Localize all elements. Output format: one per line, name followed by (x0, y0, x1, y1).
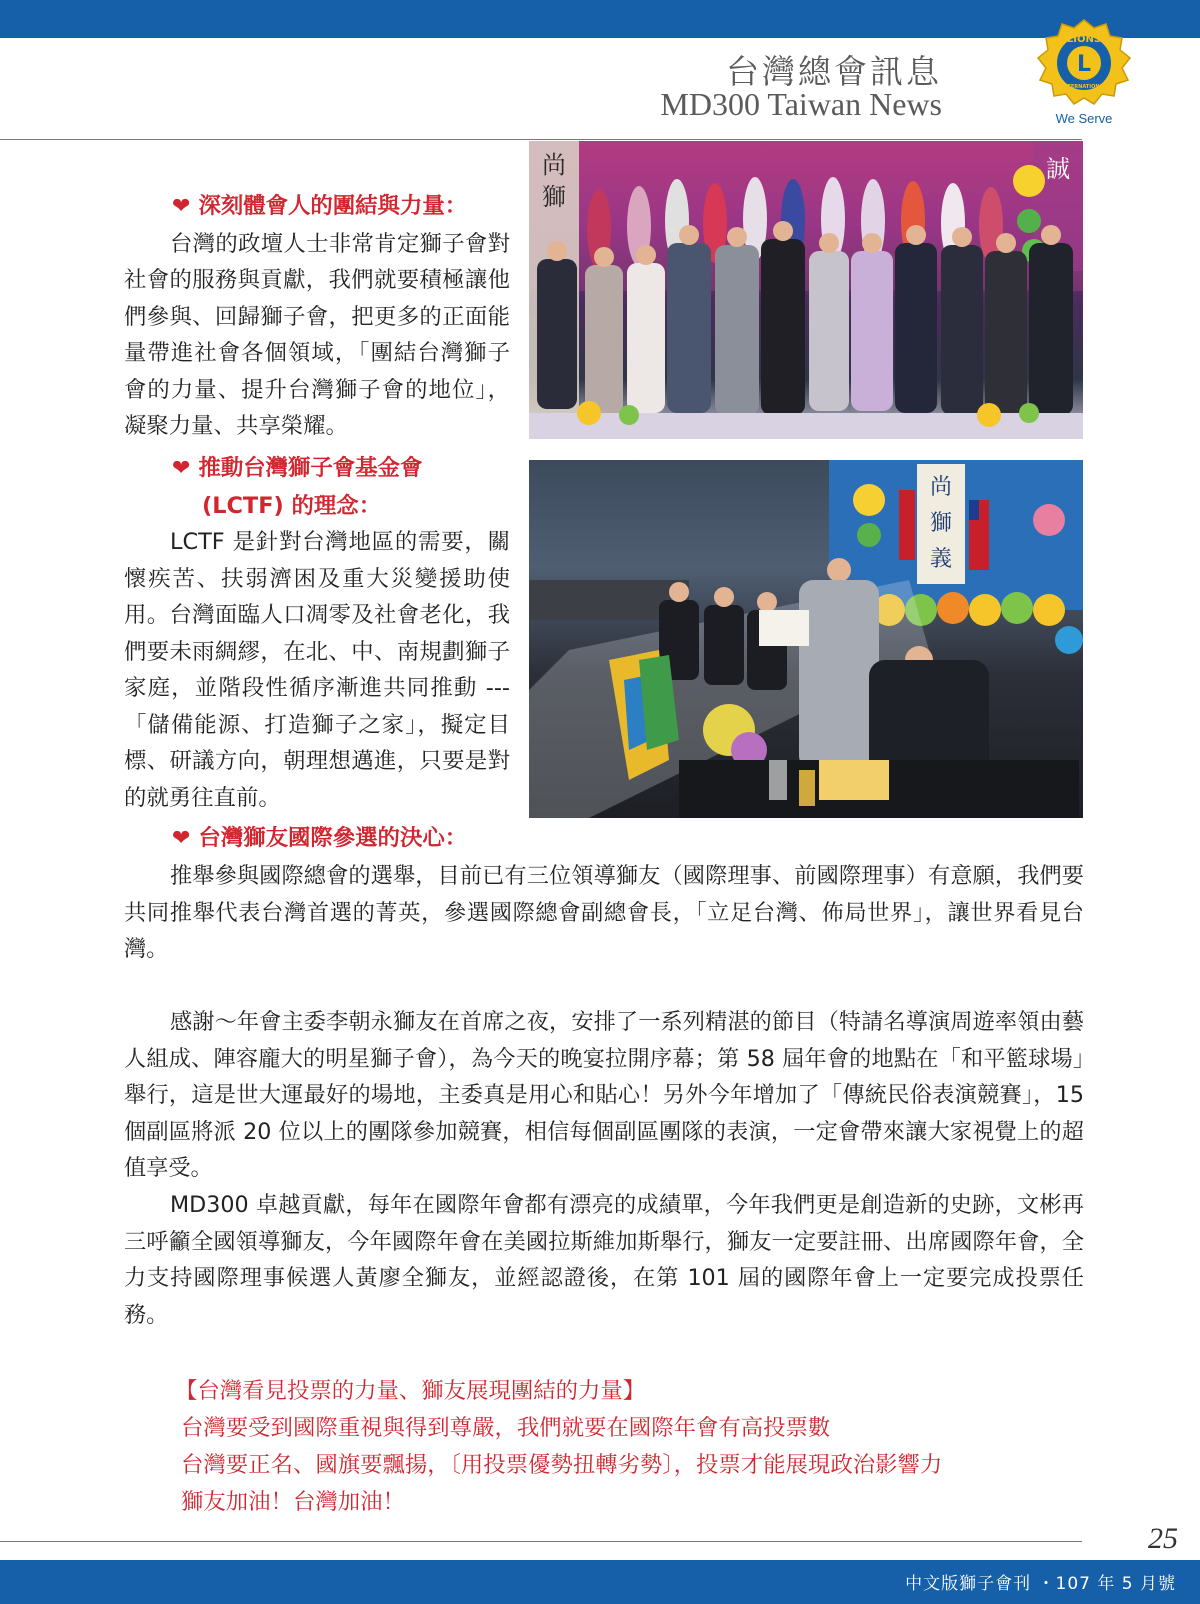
logo-top-text: LIONS (1066, 34, 1102, 45)
photo1-banner-left-1: 尚 (542, 151, 566, 179)
section2-heading-row (124, 450, 510, 488)
section1-heading-row (124, 188, 510, 226)
callout-line1: 【台灣看見投票的力量、獅友展現團結的力量】 (175, 1378, 646, 1404)
footer-divider (0, 1541, 1082, 1542)
section3-heading-row (124, 820, 510, 858)
section2-heading-line1: 推動台灣獅子會基金會 (198, 455, 423, 481)
we-serve-tagline: We Serve (1055, 111, 1113, 126)
photo1-banner-left-2: 獅 (542, 183, 566, 211)
logo-letter: L (1076, 52, 1092, 77)
callout-line3: 台灣要正名、國旗要飄揚，〔用投票優勢扭轉劣勢〕，投票才能展現政治影響力 (181, 1452, 943, 1478)
callout-line4: 獅友加油！台灣加油！ (181, 1489, 405, 1515)
photo2-banner-1: 尚 (929, 475, 953, 500)
section-lctf (124, 450, 510, 816)
header-title-zh: 台灣總會訊息 (726, 52, 942, 91)
paragraph-md300: MD300 卓越貢獻，每年在國際年會都有漂亮的成績單，今年我們更是創造新的史跡，文彬再三呼籲全國領導獅友，今年國際年會在美國拉斯維加斯舉行，獅友一定要註冊、出席國際年會，全力支持國際理事候選人黃廖全獅友，並經認證後，在第 101 屆的國際年會上一定要完成投票任務。 (124, 1191, 1084, 1328)
section-team-strength (124, 188, 510, 445)
section3-body: 推舉參與國際總會的選舉，目前已有三位領導獅友（國際理事、前國際理事）有意願，我們要共同推舉代表台灣首選的菁英，參選國際總會副總會長，「立足台灣、佈局世界」，讓世界看見台灣。 (124, 863, 1084, 963)
group-photo-drawing (529, 141, 1083, 439)
heart-icon: ❤ (172, 826, 191, 851)
photo2-banner-2: 獅 (929, 511, 953, 536)
paragraph-thanks: 感謝～年會主委李朝永獅友在首席之夜，安排了一系列精湛的節目（特請名導演周遊率領由藝人組成、陣容龐大的明星獅子會），為今天的晚宴拉開序幕；第 58 屆年會的地點在「和平籃球場」舉行，這是世大運最好的場地，主委真是用心和貼心！另外今年增加了「傳統民俗表演競賽」，15 個副區將派 20 位以上的團隊參加競賽，相信每個副區團隊的表演，一定會帶來讓大家視覺上的超值享受。 (124, 1009, 1084, 1182)
section2-body: LCTF 是針對台灣地區的需要，關懷疾苦、扶弱濟困及重大災變援助使用。台灣面臨人口凋零及社會老化，我們要未雨綢繆，在北、中、南規劃獅子家庭，並階段性循序漸進共同推動 ---「儲備能源、打造獅子之家」，擬定目標、研議方向，朝理想邁進，只要是對的就勇往直前。 (124, 529, 510, 811)
top-color-bar (0, 0, 1200, 38)
callout-block (175, 1373, 1075, 1521)
header-divider (0, 139, 1082, 140)
section1-body: 台灣的政壇人士非常肯定獅子會對社會的服務與貢獻，我們就要積極讓他們參與、回歸獅子會，把更多的正面能量帶進社會各個領域，「團結台灣獅子會的力量、提升台灣獅子會的地位」，凝聚力量、共享榮耀。 (124, 230, 510, 439)
main-paragraphs (124, 1004, 1084, 1333)
section3-body-block (124, 858, 1084, 968)
publication-info: 中文版獅子會刊 ・107 年 5 月號 (905, 1574, 1176, 1594)
header-title-en: MD300 Taiwan News (660, 86, 942, 122)
photo1-banner-right: 誠 (1046, 155, 1070, 183)
banquet-photo (529, 460, 1083, 818)
section3-heading: 台灣獅友國際參選的決心： (198, 825, 468, 851)
speaker-figure (799, 580, 879, 770)
page-number: 25 (1148, 1522, 1178, 1555)
banquet-photo-drawing (529, 460, 1083, 818)
logo-bottom-text: INTERNATIONAL (1061, 84, 1107, 90)
section1-heading: 深刻體會人的團結與力量： (198, 193, 468, 219)
lions-logo (1032, 18, 1136, 112)
heart-icon: ❤ (172, 456, 191, 481)
group-photo (529, 141, 1083, 439)
heart-icon: ❤ (172, 194, 191, 219)
callout-line2: 台灣要受到國際重視與得到尊嚴，我們就要在國際年會有高投票數 (181, 1415, 831, 1441)
photo2-banner-3: 義 (929, 547, 953, 572)
section2-heading-line2: (LCTF) 的理念： (202, 492, 382, 519)
